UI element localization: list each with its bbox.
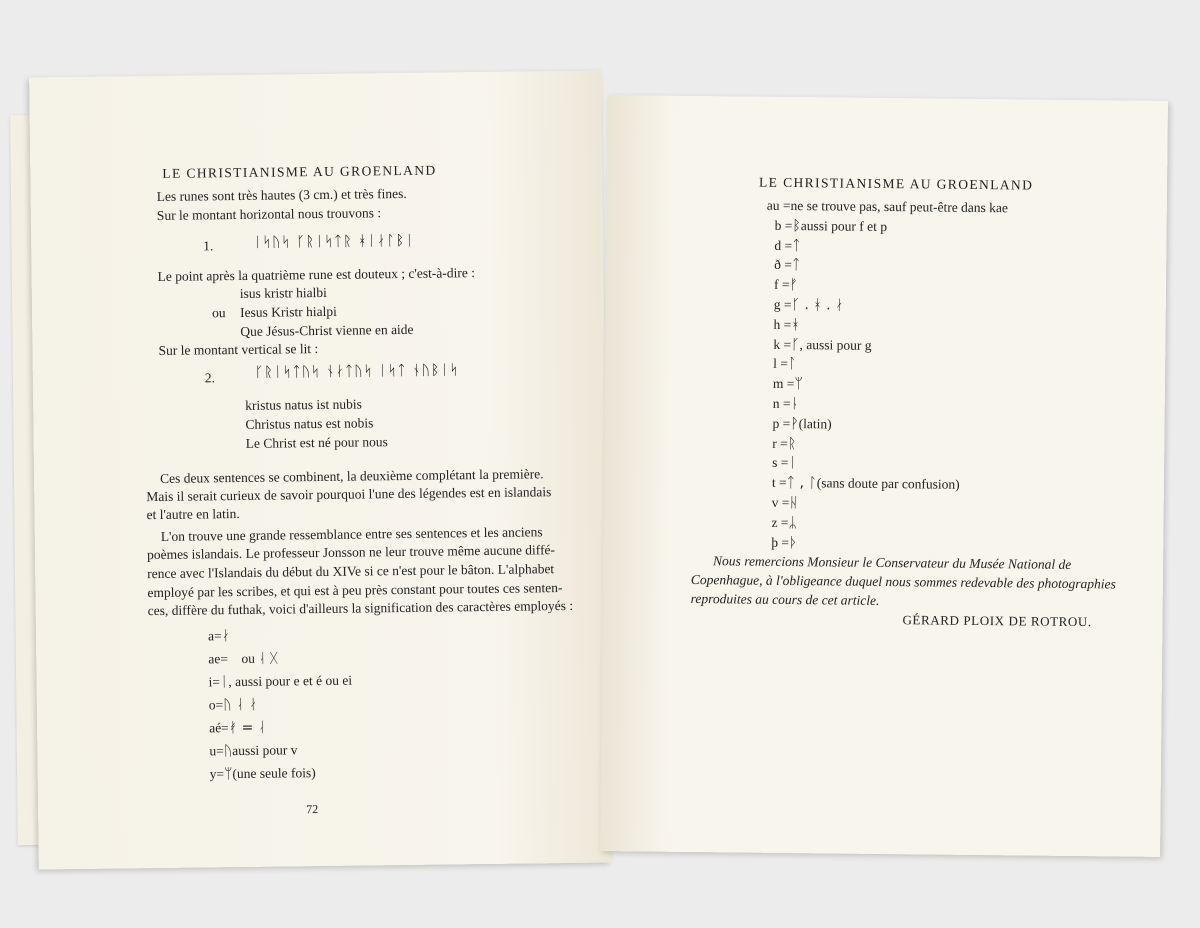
inscription-number: 1. bbox=[203, 238, 214, 254]
rune-symbol: ᚺ bbox=[789, 495, 798, 512]
alphabet-note: , aussi pour g bbox=[799, 336, 872, 353]
rune-symbol: ᚢ bbox=[223, 743, 233, 760]
alphabet-key: ð = bbox=[774, 257, 793, 273]
alphabet-key: k = bbox=[773, 336, 792, 352]
rune-symbol: ᚼ bbox=[791, 316, 800, 333]
alphabet-entry bbox=[772, 415, 831, 434]
alphabet-entry bbox=[208, 627, 230, 645]
rune-symbol: ᚯ = ᛆ bbox=[228, 719, 267, 737]
reading-line: Iesus Kristr hialpi bbox=[239, 303, 337, 320]
rune-inscription: ᚴᚱᛁᛋᛏᚢᛋ ᚾᛅᛏᚢᛋ ᛁᛋᛏ ᚾᚢᛒᛁᛋ bbox=[254, 362, 460, 381]
rune-symbol: ᛚ bbox=[787, 356, 797, 373]
alphabet-entry bbox=[771, 533, 797, 551]
alphabet-key: au = bbox=[766, 197, 791, 214]
alphabet-key: o= bbox=[208, 697, 224, 713]
alphabet-entry bbox=[771, 514, 797, 532]
alphabet-key: d = bbox=[774, 237, 793, 253]
alphabet-entry bbox=[209, 741, 297, 760]
alphabet-key: t = bbox=[771, 475, 787, 491]
alphabet-entry bbox=[208, 672, 352, 692]
reading-line: kristus natus ist nubis bbox=[245, 396, 362, 413]
rune-symbol: ᛏ bbox=[791, 257, 801, 274]
left-page bbox=[29, 71, 611, 870]
alphabet-note: aussi pour f et p bbox=[800, 217, 888, 234]
author-signature: GÉRARD PLOIX DE ROTROU. bbox=[902, 612, 1092, 630]
alphabet-key: l = bbox=[773, 356, 788, 372]
alphabet-entry bbox=[774, 236, 800, 254]
alphabet-key: v = bbox=[771, 494, 790, 511]
alphabet-key: a= bbox=[207, 628, 222, 644]
alphabet-key: g = bbox=[773, 296, 792, 313]
alphabet-key: þ = bbox=[771, 534, 790, 550]
alphabet-note: ne se trouve pas, sauf peut-être dans kae bbox=[790, 198, 1009, 216]
alphabet-key: u= bbox=[209, 743, 224, 759]
inscription-number: 2. bbox=[204, 370, 216, 386]
rune-symbol: ᛅ bbox=[221, 628, 231, 645]
acknowledgement-line: reproduites au cours de cet article. bbox=[690, 590, 880, 608]
reading-line: isus kristr hialbi bbox=[239, 284, 327, 301]
alphabet-key: n = bbox=[772, 395, 791, 412]
alphabet-entry bbox=[773, 316, 799, 334]
right-page bbox=[600, 95, 1168, 857]
rune-symbol: ᛘ bbox=[223, 766, 233, 783]
alphabet-entry bbox=[767, 197, 1008, 218]
alphabet-entry bbox=[772, 474, 960, 494]
page-number: 72 bbox=[306, 802, 319, 817]
rune-symbol: ᛦ bbox=[788, 514, 797, 531]
alphabet-key: f = bbox=[773, 277, 790, 293]
alphabet-entry bbox=[774, 276, 798, 294]
paragraph-line: employé par les scribes, et qui est à peu près constant pour toutes ces senten- bbox=[147, 580, 563, 601]
rune-symbol: ᛏ , ᛚ bbox=[786, 475, 817, 492]
ou-word: ou bbox=[211, 305, 226, 321]
alphabet-entry bbox=[209, 719, 266, 738]
rune-symbol: ᚢ ᛆ ᛅ bbox=[223, 696, 258, 714]
paragraph-line: Ces deux sentences se combinent, la deuxième complétant la première. bbox=[159, 466, 544, 486]
reading-line: Christus natus est nobis bbox=[245, 415, 374, 432]
rune-symbol: ᚹ bbox=[790, 415, 799, 432]
rune-symbol: ᛏ bbox=[792, 237, 801, 254]
alphabet-entry bbox=[772, 494, 798, 512]
rune-symbol: ᚦ bbox=[788, 534, 798, 551]
alphabet-entry bbox=[775, 217, 888, 236]
alphabet-note: (sans doute par confusion) bbox=[816, 475, 960, 492]
paragraph-line: Mais il serait curieux de savoir pourquoi l'une des légendes est en islandais bbox=[146, 484, 552, 505]
alphabet-entry bbox=[773, 395, 799, 413]
alphabet-key: h = bbox=[773, 316, 792, 332]
alphabet-entry bbox=[774, 256, 800, 274]
alphabet-entry bbox=[773, 335, 871, 354]
paragraph-line: rence avec l'Islandais du début du XIVe si ce n'est pour le bâton. L'alphabet bbox=[147, 561, 555, 582]
rune-inscription: ᛁᛋᚢᛋ ᚴᚱᛁᛋᛏᚱ ᚼᛁᛅᛚᛒᛁ bbox=[253, 232, 415, 251]
rune-symbol: ᚴ bbox=[791, 336, 800, 353]
running-head: LE CHRISTIANISME AU GROENLAND bbox=[758, 174, 1034, 193]
alphabet-entry bbox=[772, 434, 796, 452]
rune-symbol: ᛁ bbox=[219, 674, 229, 691]
alphabet-key: y= bbox=[209, 766, 225, 782]
alphabet-entry bbox=[773, 355, 796, 373]
rune-symbol: ᚠ bbox=[789, 277, 798, 294]
reading-line: Le Christ est né pour nous bbox=[245, 434, 388, 451]
rune-symbol: ᛁ bbox=[788, 455, 797, 472]
rune-symbol: ᚱ bbox=[787, 435, 797, 452]
paragraph-line: poèmes islandais. Le professeur Jonsson ne leur trouve même aucune diffé- bbox=[146, 542, 556, 563]
alphabet-key: m = bbox=[772, 376, 795, 392]
alphabet-note: , aussi pour e et é ou ei bbox=[228, 672, 353, 690]
rune-symbol: ᚿ bbox=[790, 396, 799, 413]
acknowledgement-line: Nous remercions Monsieur le Conservateur du Musée National de bbox=[713, 553, 1072, 572]
paragraph-line: ces, diffère du futhak, voici d'ailleurs la signification des caractères employés : bbox=[147, 597, 574, 619]
alphabet-key: s = bbox=[772, 455, 789, 471]
doubt-line: Le point après la quatrième rune est douteux ; c'est-à-dire : bbox=[157, 265, 476, 284]
alphabet-note: ou ᛆ ᚷ bbox=[241, 650, 278, 666]
alphabet-entry bbox=[208, 650, 278, 669]
rune-symbol: ᚴ . ᚼ . ᛅ bbox=[791, 297, 844, 314]
rune-symbol: ᛒ bbox=[792, 217, 801, 234]
alphabet-entry bbox=[773, 375, 803, 393]
running-head: LE CHRISTIANISME AU GROENLAND bbox=[162, 162, 437, 181]
alphabet-note: (une seule fois) bbox=[232, 765, 316, 782]
rune-symbol: ᛘ bbox=[794, 376, 803, 393]
alphabet-key: r = bbox=[772, 435, 788, 451]
alphabet-entry bbox=[774, 296, 844, 315]
alphabet-entry bbox=[772, 454, 797, 472]
alphabet-note: aussi pour v bbox=[232, 742, 298, 759]
alphabet-key: z = bbox=[771, 514, 789, 530]
alphabet-entry bbox=[209, 696, 258, 715]
acknowledgement-line: Copenhague, à l'obligeance duquel nous sommes redevable des photographies bbox=[690, 571, 1116, 592]
alphabet-entry bbox=[210, 764, 316, 783]
intro-line: Les runes sont très hautes (3 cm.) et très fines. bbox=[156, 185, 407, 204]
intro-line: Sur le montant horizontal nous trouvons : bbox=[156, 205, 382, 223]
vertical-line: Sur le montant vertical se lit : bbox=[158, 341, 319, 358]
alphabet-key: i= bbox=[208, 674, 221, 690]
reading-line: Que Jésus-Christ vienne en aide bbox=[240, 321, 414, 339]
alphabet-key: aé= bbox=[209, 720, 229, 736]
alphabet-key: p = bbox=[772, 415, 791, 431]
alphabet-key: b = bbox=[774, 217, 793, 233]
paragraph-line: et l'autre en latin. bbox=[146, 505, 240, 523]
alphabet-key: ae= bbox=[208, 651, 228, 667]
alphabet-note: (latin) bbox=[798, 415, 832, 432]
paragraph-line: L'on trouve une grande ressemblance entre ses sentences et les anciens bbox=[160, 524, 543, 544]
